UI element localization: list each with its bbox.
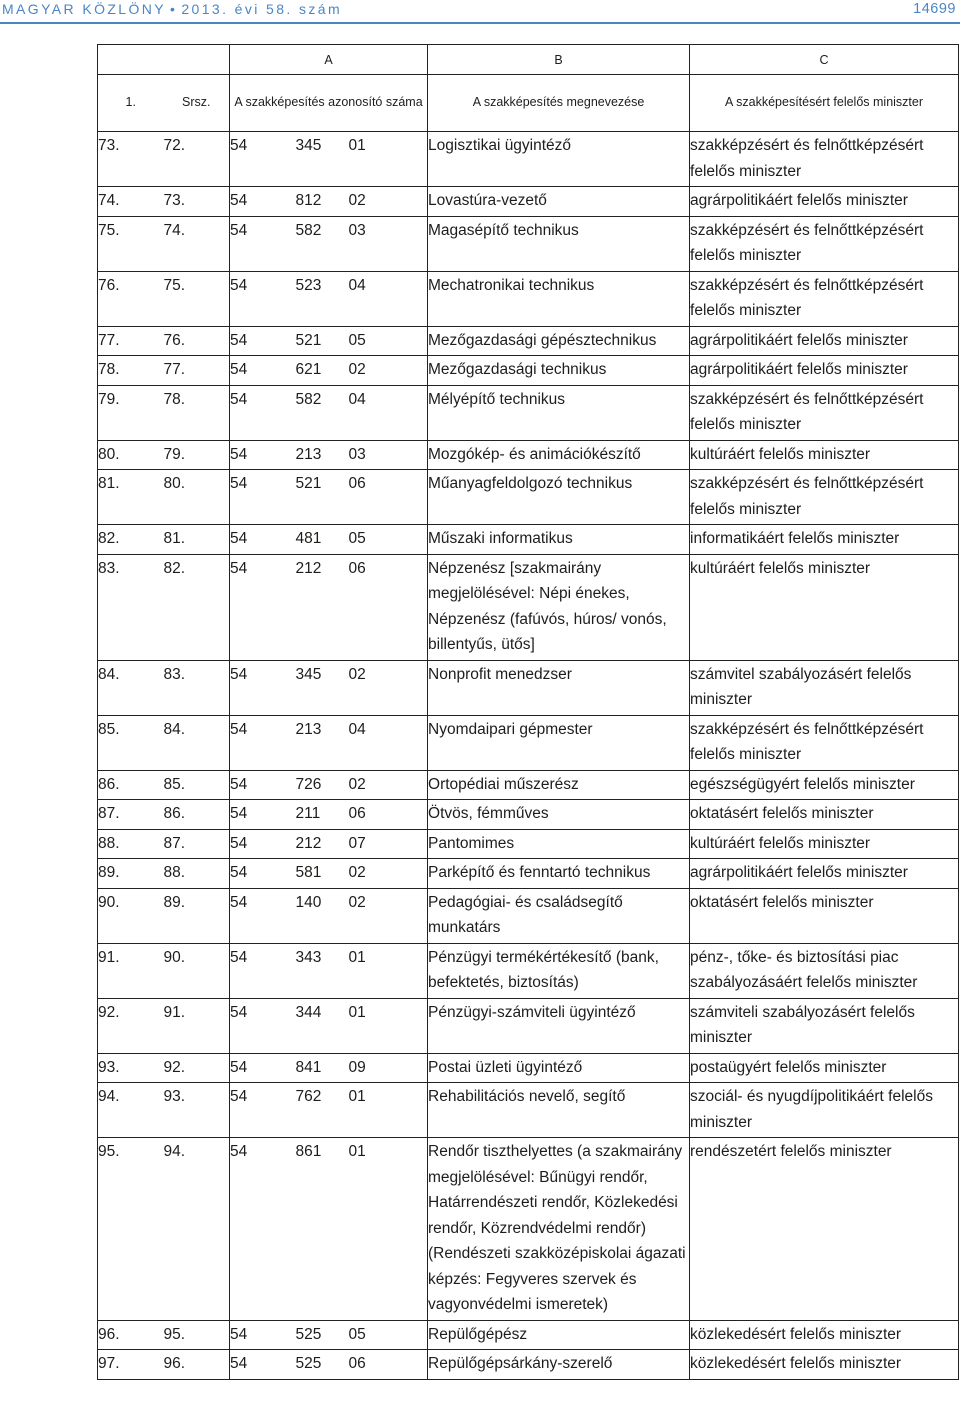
issue-label: 2013. évi 58. szám — [181, 1, 343, 17]
row-id-part2: 344 — [296, 998, 349, 1053]
row-name: Mozgókép- és animációkészítő — [428, 440, 690, 470]
row-name: Repülőgépész — [428, 1320, 690, 1350]
letter-cell-empty — [164, 45, 230, 75]
row-srsz: 85. — [164, 770, 230, 800]
row-number: 82. — [98, 525, 164, 555]
row-srsz: 79. — [164, 440, 230, 470]
row-srsz: 74. — [164, 216, 230, 271]
row-number: 77. — [98, 326, 164, 356]
row-minister: számvitel szabályozásért felelős miniszter — [690, 660, 959, 715]
row-id-part3: 02 — [349, 888, 428, 943]
row-srsz: 86. — [164, 800, 230, 830]
row-id-part1: 54 — [230, 888, 296, 943]
header-rule — [0, 22, 960, 24]
row-id-part3: 02 — [349, 770, 428, 800]
row-name: Magasépítő technikus — [428, 216, 690, 271]
row-id-part2: 481 — [296, 525, 349, 555]
row-id-part1: 54 — [230, 859, 296, 889]
row-id-part1: 54 — [230, 554, 296, 660]
row-id-part2: 345 — [296, 132, 349, 187]
row-id-part3: 07 — [349, 829, 428, 859]
row-id-part1: 54 — [230, 385, 296, 440]
row-name: Mezőgazdasági technikus — [428, 356, 690, 386]
column-letter-c: C — [690, 45, 959, 75]
row-number: 90. — [98, 888, 164, 943]
row-id-part1: 54 — [230, 660, 296, 715]
row-minister: agrárpolitikáért felelős miniszter — [690, 356, 959, 386]
row-id-part1: 54 — [230, 440, 296, 470]
row-name: Ötvös, fémműves — [428, 800, 690, 830]
row-id-part3: 01 — [349, 132, 428, 187]
row-id-part1: 54 — [230, 998, 296, 1053]
row-id-part3: 05 — [349, 1320, 428, 1350]
table-row — [98, 356, 959, 386]
table-row — [98, 385, 959, 440]
row-srsz: 72. — [164, 132, 230, 187]
row-srsz: 93. — [164, 1083, 230, 1138]
row-id-part3: 02 — [349, 859, 428, 889]
row-id-part1: 54 — [230, 770, 296, 800]
journal-name: MAGYAR KÖZLÖNY — [2, 1, 167, 17]
row-srsz: 90. — [164, 943, 230, 998]
row-minister: oktatásért felelős miniszter — [690, 888, 959, 943]
row-minister: szociál- és nyugdíjpolitikáért felelős miniszter — [690, 1083, 959, 1138]
table-row — [98, 770, 959, 800]
row-id-part1: 54 — [230, 216, 296, 271]
row-number: 89. — [98, 859, 164, 889]
row-minister: pénz-, tőke- és biztosítási piac szabályozásáért felelős miniszter — [690, 943, 959, 998]
row-id-part2: 523 — [296, 271, 349, 326]
row-srsz: 73. — [164, 187, 230, 217]
row-id-part3: 02 — [349, 356, 428, 386]
row-id-part1: 54 — [230, 132, 296, 187]
table-row — [98, 554, 959, 660]
column-letters-row — [98, 45, 959, 75]
table-row — [98, 271, 959, 326]
row-id-part3: 03 — [349, 216, 428, 271]
row-srsz: 81. — [164, 525, 230, 555]
table-row — [98, 326, 959, 356]
column-letter-a: A — [230, 45, 428, 75]
row-srsz: 83. — [164, 660, 230, 715]
row-id-part1: 54 — [230, 800, 296, 830]
row-name: Pénzügyi-számviteli ügyintéző — [428, 998, 690, 1053]
row-number: 96. — [98, 1320, 164, 1350]
page-number: 14699 — [913, 1, 956, 17]
row-id-part3: 06 — [349, 554, 428, 660]
table-row — [98, 829, 959, 859]
row-minister: oktatásért felelős miniszter — [690, 800, 959, 830]
row-id-part1: 54 — [230, 326, 296, 356]
row-id-part3: 03 — [349, 440, 428, 470]
row-id-part2: 726 — [296, 770, 349, 800]
row-number: 93. — [98, 1053, 164, 1083]
row-id-part2: 581 — [296, 859, 349, 889]
row-number: 91. — [98, 943, 164, 998]
row-id-part1: 54 — [230, 1350, 296, 1380]
table-row — [98, 859, 959, 889]
row-name: Lovastúra-vezető — [428, 187, 690, 217]
row-name: Pénzügyi termékértékesítő (bank, befektetés, biztosítás) — [428, 943, 690, 998]
row-number: 94. — [98, 1083, 164, 1138]
row-number: 88. — [98, 829, 164, 859]
row-name: Mélyépítő technikus — [428, 385, 690, 440]
row-minister: közlekedésért felelős miniszter — [690, 1350, 959, 1380]
row-id-part1: 54 — [230, 525, 296, 555]
row-name: Rehabilitációs nevelő, segítő — [428, 1083, 690, 1138]
row-id-part1: 54 — [230, 829, 296, 859]
row-id-part3: 01 — [349, 1083, 428, 1138]
row-name: Postai üzleti ügyintéző — [428, 1053, 690, 1083]
row-id-part1: 54 — [230, 356, 296, 386]
row-minister: szakképzésért és felnőttképzésért felelős miniszter — [690, 715, 959, 770]
row-srsz: 88. — [164, 859, 230, 889]
row-id-part3: 04 — [349, 715, 428, 770]
row-name: Repülőgépsárkány-szerelő — [428, 1350, 690, 1380]
table-row — [98, 1138, 959, 1321]
row-name: Mechatronikai technikus — [428, 271, 690, 326]
row-minister: agrárpolitikáért felelős miniszter — [690, 187, 959, 217]
row-id-part3: 06 — [349, 800, 428, 830]
row-minister: kultúráért felelős miniszter — [690, 440, 959, 470]
row-id-part2: 525 — [296, 1320, 349, 1350]
row-srsz: 94. — [164, 1138, 230, 1321]
header-srsz: Srsz. — [164, 75, 230, 132]
row-id-part1: 54 — [230, 271, 296, 326]
row-id-part1: 54 — [230, 1320, 296, 1350]
row-id-part3: 05 — [349, 525, 428, 555]
row-number: 83. — [98, 554, 164, 660]
row-minister: szakképzésért és felnőttképzésért felelős miniszter — [690, 470, 959, 525]
table-row — [98, 943, 959, 998]
row-number: 85. — [98, 715, 164, 770]
row-id-part3: 01 — [349, 998, 428, 1053]
row-id-part2: 525 — [296, 1350, 349, 1380]
table-row — [98, 660, 959, 715]
row-id-part2: 582 — [296, 216, 349, 271]
row-id-part2: 343 — [296, 943, 349, 998]
row-minister: szakképzésért és felnőttképzésért felelős miniszter — [690, 271, 959, 326]
row-minister: szakképzésért és felnőttképzésért felelős miniszter — [690, 216, 959, 271]
row-minister: közlekedésért felelős miniszter — [690, 1320, 959, 1350]
row-name: Műszaki informatikus — [428, 525, 690, 555]
row-id-part3: 01 — [349, 1138, 428, 1321]
row-number: 86. — [98, 770, 164, 800]
row-id-part1: 54 — [230, 943, 296, 998]
header-minister: A szakképesítésért felelős miniszter — [690, 75, 959, 132]
row-srsz: 77. — [164, 356, 230, 386]
row-name: Rendőr tiszthelyettes (a szakmairány megjelölésével: Bűnügyi rendőr, Határrendészeti rendőr, Közlekedési rendőr, Közrendvédelmi rendőr) (Rendészeti szakközépiskolai ágazati képzés: Fegyveres szervek és vagyonvédelmi ismeretek) — [428, 1138, 690, 1321]
table-row — [98, 132, 959, 187]
row-number: 87. — [98, 800, 164, 830]
row-minister: postaügyért felelős miniszter — [690, 1053, 959, 1083]
row-name: Nyomdaipari gépmester — [428, 715, 690, 770]
row-number: 81. — [98, 470, 164, 525]
table-row — [98, 1350, 959, 1380]
table-row — [98, 1053, 959, 1083]
row-number: 95. — [98, 1138, 164, 1321]
row-id-part2: 212 — [296, 554, 349, 660]
row-id-part2: 621 — [296, 356, 349, 386]
row-srsz: 76. — [164, 326, 230, 356]
row-id-part3: 02 — [349, 187, 428, 217]
row-name: Műanyagfeldolgozó technikus — [428, 470, 690, 525]
row-minister: egészségügyért felelős miniszter — [690, 770, 959, 800]
row-id-part1: 54 — [230, 1083, 296, 1138]
row-id-part1: 54 — [230, 1138, 296, 1321]
row-name: Ortopédiai műszerész — [428, 770, 690, 800]
row-minister: informatikáért felelős miniszter — [690, 525, 959, 555]
table-row — [98, 470, 959, 525]
row-number: 75. — [98, 216, 164, 271]
row-srsz: 96. — [164, 1350, 230, 1380]
row-id-part1: 54 — [230, 470, 296, 525]
qualifications-table — [97, 44, 959, 1380]
column-letter-b: B — [428, 45, 690, 75]
row-number: 79. — [98, 385, 164, 440]
row-id-part3: 06 — [349, 470, 428, 525]
table-row — [98, 1083, 959, 1138]
row-id-part2: 213 — [296, 715, 349, 770]
table-row — [98, 525, 959, 555]
row-number: 78. — [98, 356, 164, 386]
row-minister: agrárpolitikáért felelős miniszter — [690, 326, 959, 356]
row-srsz: 80. — [164, 470, 230, 525]
row-id-part2: 841 — [296, 1053, 349, 1083]
row-number: 73. — [98, 132, 164, 187]
table-body — [98, 45, 959, 1380]
row-id-part2: 521 — [296, 326, 349, 356]
row-srsz: 87. — [164, 829, 230, 859]
row-id-part2: 861 — [296, 1138, 349, 1321]
row-number: 74. — [98, 187, 164, 217]
letter-cell-empty — [98, 45, 164, 75]
row-name: Népzenész [szakmairány megjelölésével: Népi énekes, Népzenész (fafúvós, húros/ vonós, billentyűs, ütős] — [428, 554, 690, 660]
row-id-part3: 09 — [349, 1053, 428, 1083]
row-id-part2: 212 — [296, 829, 349, 859]
row-id-part3: 02 — [349, 660, 428, 715]
row-srsz: 84. — [164, 715, 230, 770]
row-id-part1: 54 — [230, 1053, 296, 1083]
row-id-part2: 762 — [296, 1083, 349, 1138]
table-row — [98, 800, 959, 830]
column-header-row — [98, 75, 959, 132]
table-row — [98, 998, 959, 1053]
table-row — [98, 187, 959, 217]
row-srsz: 78. — [164, 385, 230, 440]
page-header — [0, 0, 960, 22]
header-id: A szakképesítés azonosító száma — [230, 75, 428, 132]
row-srsz: 89. — [164, 888, 230, 943]
row-minister: számviteli szabályozásért felelős miniszter — [690, 998, 959, 1053]
row-id-part2: 211 — [296, 800, 349, 830]
table-row — [98, 216, 959, 271]
row-minister: rendészetért felelős miniszter — [690, 1138, 959, 1321]
row-name: Logisztikai ügyintéző — [428, 132, 690, 187]
row-id-part2: 812 — [296, 187, 349, 217]
row-name: Parképítő és fenntartó technikus — [428, 859, 690, 889]
table-row — [98, 888, 959, 943]
row-number: 97. — [98, 1350, 164, 1380]
row-id-part2: 345 — [296, 660, 349, 715]
row-minister: kultúráért felelős miniszter — [690, 829, 959, 859]
row-number: 92. — [98, 998, 164, 1053]
table-row — [98, 1320, 959, 1350]
row-id-part2: 140 — [296, 888, 349, 943]
row-name: Nonprofit menedzser — [428, 660, 690, 715]
row-number: 76. — [98, 271, 164, 326]
header-bullet: • — [170, 1, 178, 17]
row-id-part2: 213 — [296, 440, 349, 470]
row-id-part3: 01 — [349, 943, 428, 998]
row-number: 80. — [98, 440, 164, 470]
row-minister: szakképzésért és felnőttképzésért felelős miniszter — [690, 385, 959, 440]
row-id-part3: 05 — [349, 326, 428, 356]
row-id-part3: 06 — [349, 1350, 428, 1380]
row-name: Pantomimes — [428, 829, 690, 859]
header-name: A szakképesítés megnevezése — [428, 75, 690, 132]
row-srsz: 95. — [164, 1320, 230, 1350]
row-minister: agrárpolitikáért felelős miniszter — [690, 859, 959, 889]
journal-header — [2, 1, 342, 17]
row-name: Pedagógiai- és családsegítő munkatárs — [428, 888, 690, 943]
row-srsz: 91. — [164, 998, 230, 1053]
row-id-part1: 54 — [230, 187, 296, 217]
row-id-part3: 04 — [349, 271, 428, 326]
row-number: 84. — [98, 660, 164, 715]
row-name: Mezőgazdasági gépésztechnikus — [428, 326, 690, 356]
row-minister: szakképzésért és felnőttképzésért felelős miniszter — [690, 132, 959, 187]
row-srsz: 92. — [164, 1053, 230, 1083]
row-id-part1: 54 — [230, 715, 296, 770]
header-num: 1. — [98, 75, 164, 132]
row-minister: kultúráért felelős miniszter — [690, 554, 959, 660]
row-srsz: 82. — [164, 554, 230, 660]
row-id-part2: 582 — [296, 385, 349, 440]
row-id-part3: 04 — [349, 385, 428, 440]
row-srsz: 75. — [164, 271, 230, 326]
table-row — [98, 715, 959, 770]
table-row — [98, 440, 959, 470]
row-id-part2: 521 — [296, 470, 349, 525]
